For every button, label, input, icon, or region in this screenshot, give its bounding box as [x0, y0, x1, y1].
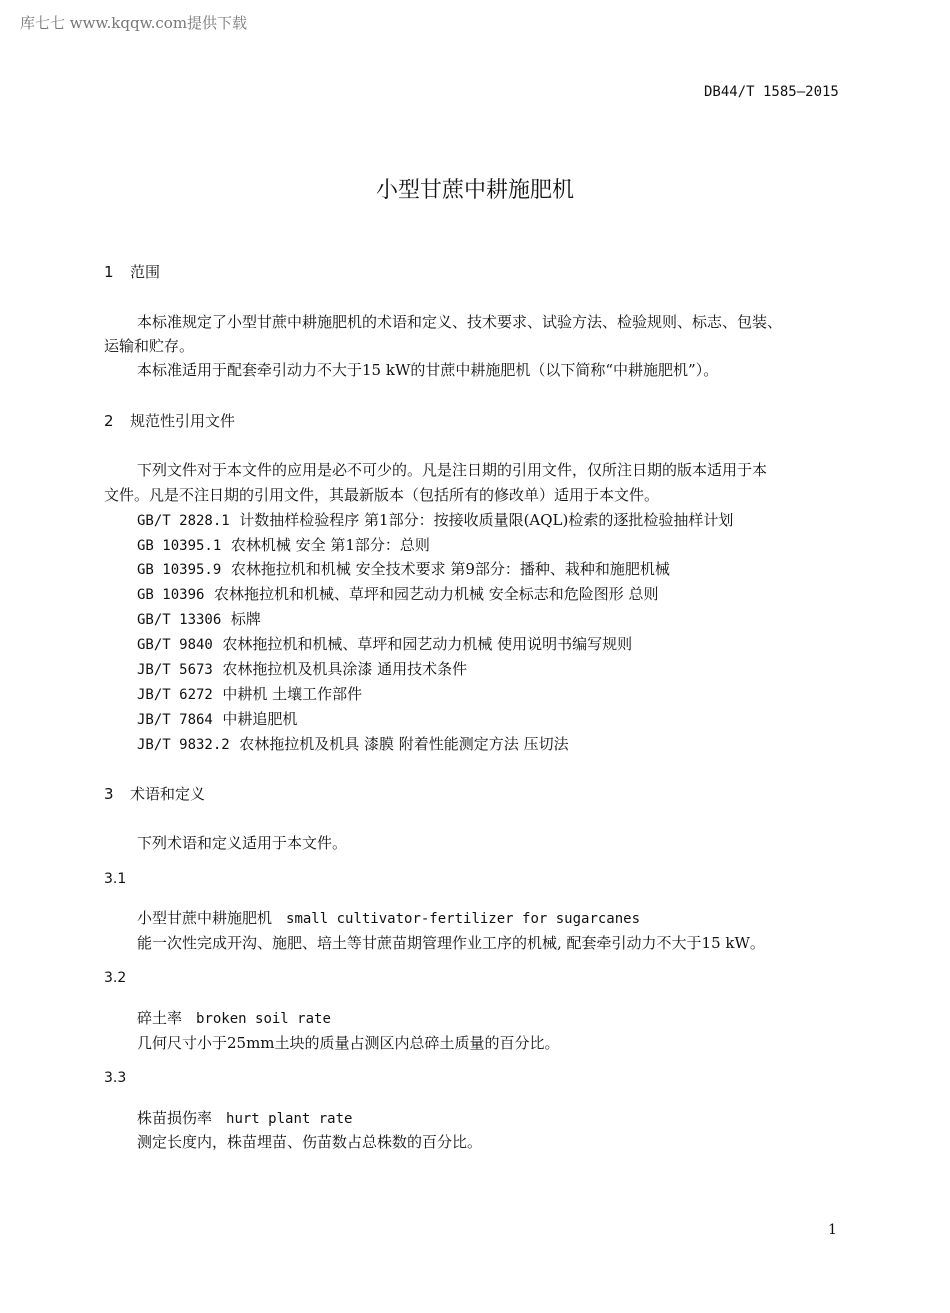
reference-item	[137, 708, 297, 729]
reference-item	[137, 733, 569, 754]
paragraph: 下列文件对于本文件的应用是必不可少的。凡是注日期的引用文件，仅所注日期的版本适用于本	[137, 461, 768, 479]
reference-code: JB/T 5673	[137, 662, 213, 678]
reference-code: GB/T 13306	[137, 612, 222, 628]
paragraph: 本标准规定了小型甘蔗中耕施肥机的术语和定义、技术要求、试验方法、检验规则、标志、包装、	[137, 313, 783, 331]
standard-code: DB44/T 1585—2015	[704, 84, 839, 100]
term-definition: 能一次性完成开沟、施肥、培土等甘蔗苗期管理作业工序的机械, 配套牵引动力不大于15 kW。	[137, 934, 765, 952]
paragraph: 运输和贮存。	[104, 337, 195, 355]
reference-item	[137, 534, 430, 555]
section-number: 1	[104, 263, 114, 281]
reference-code: JB/T 9832.2	[137, 737, 230, 753]
term-english: broken soil rate	[196, 1011, 331, 1027]
section-heading-normative-references	[104, 410, 235, 431]
reference-item	[137, 658, 467, 679]
section-heading-terms-definitions	[104, 783, 205, 804]
reference-item	[137, 633, 632, 654]
reference-name: 标牌	[230, 610, 261, 628]
term-entry	[137, 1007, 331, 1028]
reference-code: JB/T 6272	[137, 687, 213, 703]
reference-name: 农林拖拉机及机具涂漆 通用技术条件	[222, 660, 468, 678]
reference-name: 农林拖拉机和机械 安全技术要求 第9部分：播种、栽种和施肥机械	[230, 560, 670, 578]
term-definition: 测定长度内，株苗埋苗、伤苗数占总株数的百分比。	[137, 1133, 483, 1151]
term-chinese: 小型甘蔗中耕施肥机	[137, 909, 273, 927]
term-chinese: 碎土率	[137, 1009, 183, 1027]
reference-code: GB/T 9840	[137, 637, 213, 653]
reference-item	[137, 509, 733, 530]
reference-name: 计数抽样检验程序 第1部分：按接收质量限(AQL)检索的逐批检验抽样计划	[239, 511, 734, 529]
section-number: 3	[104, 785, 114, 803]
reference-code: GB/T 2828.1	[137, 513, 230, 529]
paragraph: 文件。凡是不注日期的引用文件，其最新版本（包括所有的修改单）适用于本文件。	[104, 486, 660, 504]
section-heading-scope	[104, 261, 160, 282]
section-number: 2	[104, 412, 114, 430]
reference-name: 农林拖拉机及机具 漆膜 附着性能测定方法 压切法	[239, 735, 569, 753]
reference-name: 中耕机 土壤工作部件	[222, 685, 363, 703]
term-chinese: 株苗损伤率	[137, 1109, 213, 1127]
reference-name: 农林机械 安全 第1部分：总则	[230, 536, 430, 554]
reference-name: 中耕追肥机	[222, 710, 298, 728]
reference-code: JB/T 7864	[137, 712, 213, 728]
term-number: 3.1	[104, 871, 127, 887]
term-english: small cultivator-fertilizer for sugarcanes	[286, 911, 641, 927]
section-title: 规范性引用文件	[130, 412, 236, 430]
reference-item	[137, 608, 261, 629]
reference-item	[137, 583, 659, 604]
reference-code: GB 10396	[137, 587, 205, 603]
reference-item	[137, 558, 670, 579]
term-number: 3.3	[104, 1070, 127, 1086]
document-title: 小型甘蔗中耕施肥机	[375, 178, 574, 203]
term-definition: 几何尺寸小于25mm土块的质量占测区内总碎土质量的百分比。	[137, 1034, 560, 1052]
reference-code: GB 10395.1	[137, 538, 222, 554]
reference-code: GB 10395.9	[137, 562, 222, 578]
paragraph: 下列术语和定义适用于本文件。	[137, 834, 348, 852]
section-title: 范围	[130, 263, 161, 281]
term-number: 3.2	[104, 970, 127, 986]
watermark-text: 库七七 www.kqqw.com提供下载	[20, 14, 248, 32]
term-entry	[137, 907, 640, 928]
section-title: 术语和定义	[130, 785, 206, 803]
term-english: hurt plant rate	[226, 1111, 353, 1127]
reference-item	[137, 683, 362, 704]
term-entry	[137, 1107, 352, 1128]
paragraph: 本标准适用于配套牵引动力不大于15 kW的甘蔗中耕施肥机（以下简称“中耕施肥机”）。	[137, 361, 719, 379]
page-number: 1	[828, 1222, 837, 1238]
reference-name: 农林拖拉机和机械、草坪和园艺动力机械 安全标志和危险图形 总则	[213, 585, 659, 603]
reference-name: 农林拖拉机和机械、草坪和园艺动力机械 使用说明书编写规则	[222, 635, 633, 653]
